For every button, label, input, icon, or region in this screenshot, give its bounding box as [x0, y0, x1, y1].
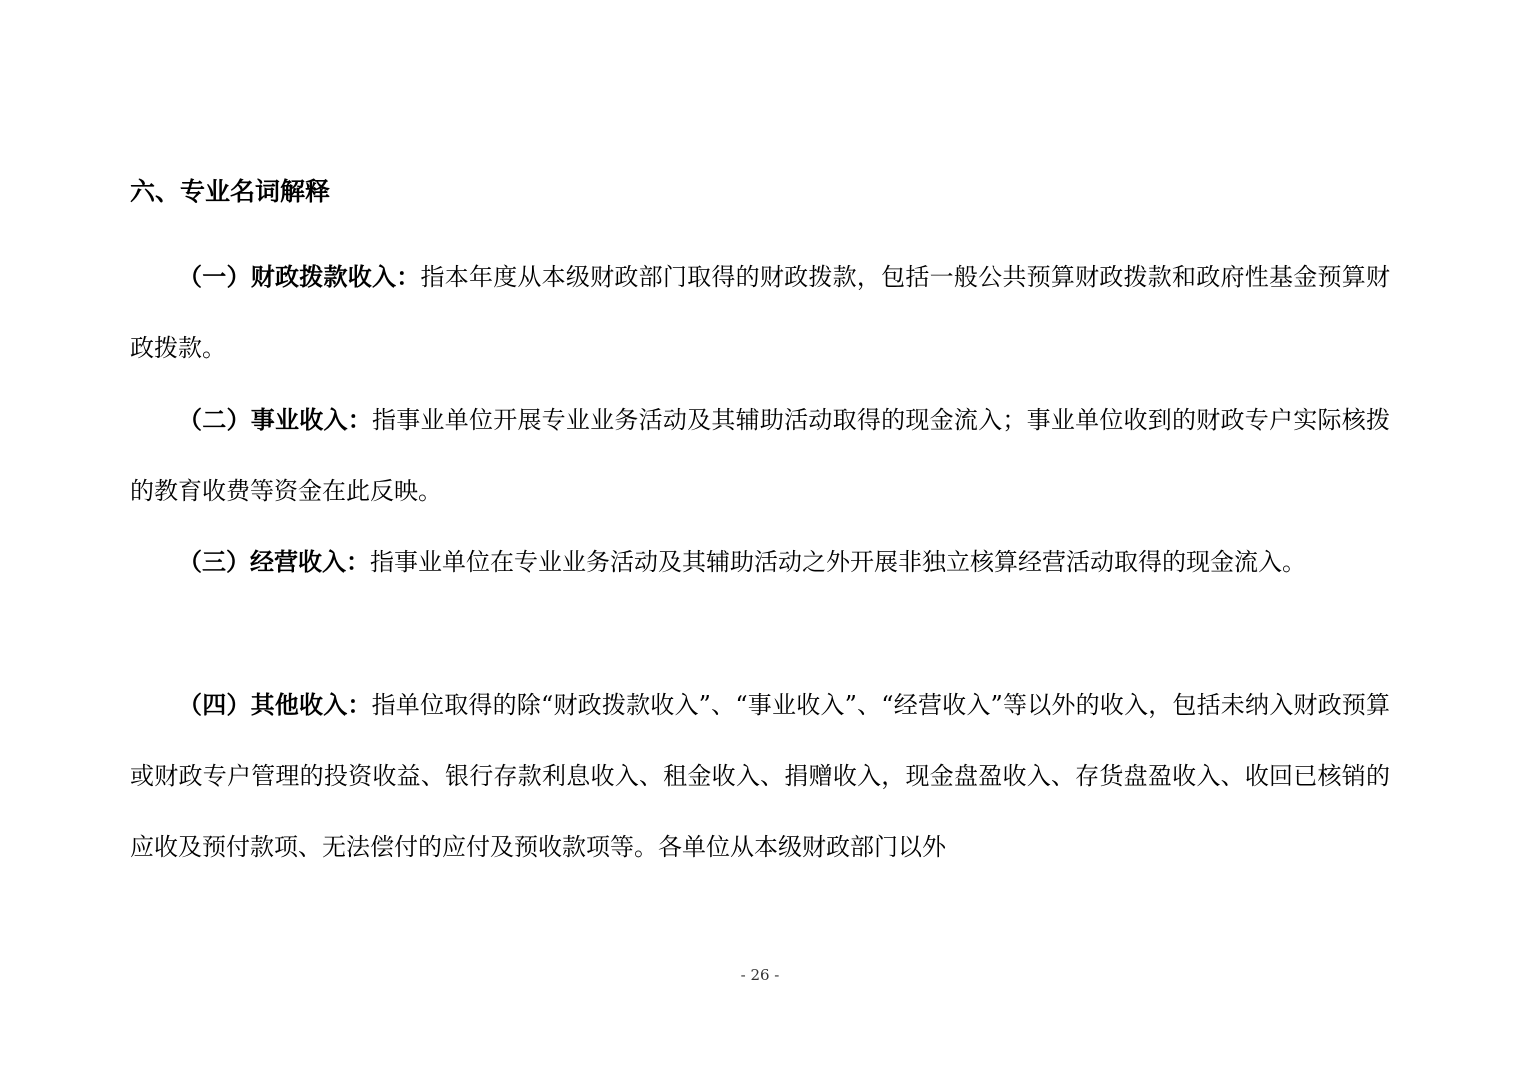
section-heading: 六、专业名词解释: [130, 177, 331, 206]
term-label: （四）其他收入：: [178, 690, 372, 719]
term-label: （二）事业收入：: [178, 405, 372, 434]
page-number: - 26 -: [740, 966, 780, 984]
definition-paragraph-1: [130, 241, 1390, 384]
term-label: （一）财政拨款收入：: [178, 262, 421, 291]
definition-paragraph-3: [130, 526, 1390, 598]
definition-paragraph-4: [130, 669, 1390, 883]
definition-paragraph-2: [130, 384, 1390, 527]
definition-text: 指单位取得的除“财政拨款收入”、“事业收入”、“经营收入”等以外的收入，包括未纳入财政预算或财政专户管理的投资收益、银行存款利息收入、租金收入、捐赠收入，现金盘盈收入、存货盘盈收入、收回已核销的应收及预付款项、无法偿付的应付及预收款项等。各单位从本级财政部门以外: [130, 691, 1391, 861]
definition-text: 指事业单位在专业业务活动及其辅助活动之外开展非独立核算经营活动取得的现金流入。: [370, 548, 1306, 576]
definition-text: 指本年度从本级财政部门取得的财政拨款，包括一般公共预算财政拨款和政府性基金预算财政拨款。: [130, 263, 1391, 362]
term-label: （三）经营收入：: [178, 547, 370, 576]
definition-text: 指事业单位开展专业业务活动及其辅助活动取得的现金流入；事业单位收到的财政专户实际核拨的教育收费等资金在此反映。: [130, 406, 1391, 505]
